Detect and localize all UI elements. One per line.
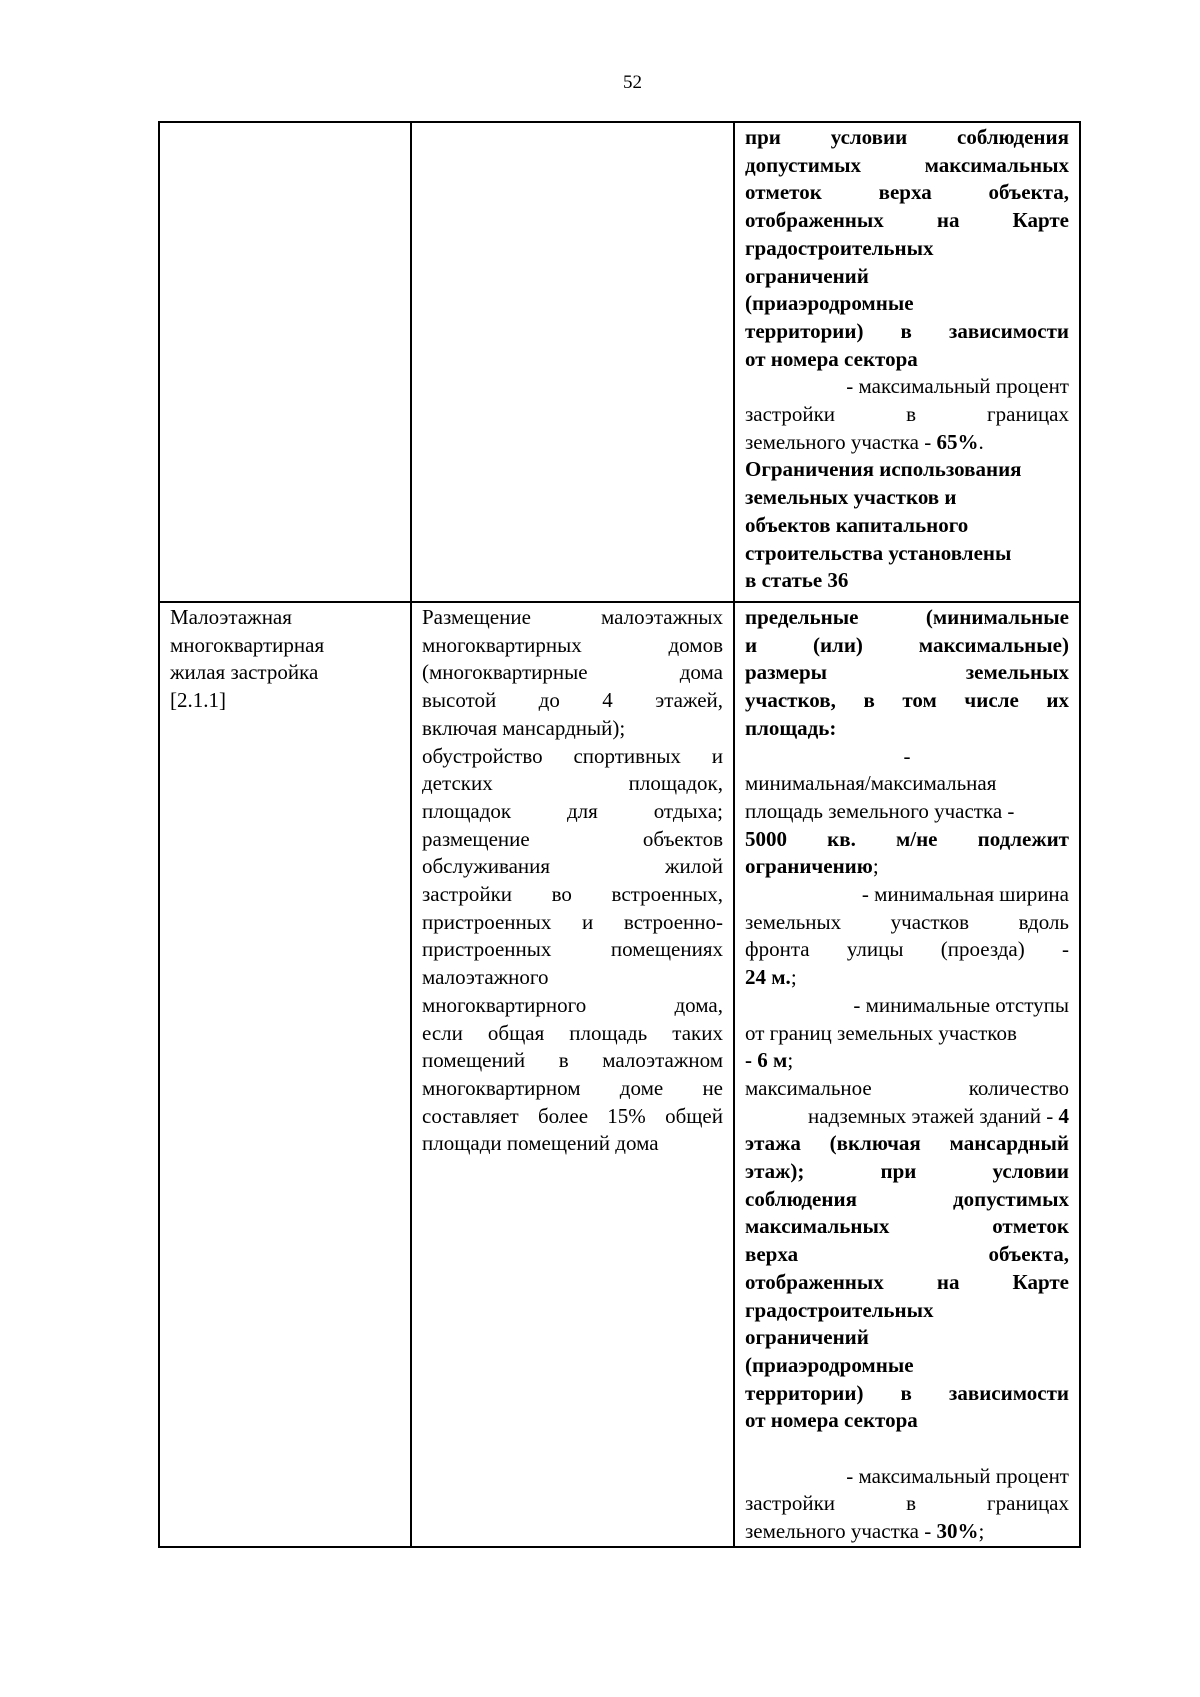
text-line: градостроительных <box>745 1297 934 1322</box>
text-line: пристроенных помещениях <box>422 937 723 962</box>
text-line: отображенных на Карте <box>745 1269 1069 1294</box>
text-fragment: ограничению <box>745 854 873 879</box>
text-line <box>745 1103 1069 1131</box>
text-line: отметок верха объекта, <box>745 180 1069 205</box>
text-line: территории) в зависимости <box>745 318 1069 343</box>
text-line: - максимальный процент <box>846 374 1069 399</box>
text-line: размеры земельных <box>745 660 1069 685</box>
table-row <box>159 122 1080 602</box>
page-number: 52 <box>623 72 642 93</box>
table-row <box>159 602 1080 1547</box>
text-line: ограничений <box>745 263 869 288</box>
coverage-value: 65% <box>936 429 979 454</box>
coverage-value: 30% <box>936 1519 979 1544</box>
text-line: застройки в границах <box>745 402 1069 427</box>
use-description-cell <box>411 602 734 1547</box>
text-line <box>745 853 1069 881</box>
text-line: верха объекта, <box>745 1242 1069 1267</box>
text-line: - максимальный процент <box>846 1463 1069 1488</box>
use-code: [2.1.1] <box>170 688 226 713</box>
text-line <box>745 964 1069 992</box>
text-line: малоэтажного <box>422 965 549 990</box>
text-line: Ограничения использования <box>745 457 1022 482</box>
text-line <box>745 429 1069 457</box>
text-fragment: 24 м. <box>745 965 791 990</box>
text-line: объектов капитального <box>745 512 969 537</box>
use-type-cell <box>159 602 411 1547</box>
text-line: детских площадок, <box>422 771 723 796</box>
text-line: обслуживания жилой <box>422 854 723 879</box>
text-line: многоквартирных домов <box>422 632 723 657</box>
text-fragment: . <box>978 429 984 454</box>
text-fragment: ; <box>787 1048 794 1073</box>
text-line: фронта улицы (проезда) - <box>745 937 1069 962</box>
text-line: составляет более 15% общей <box>422 1103 723 1128</box>
text-line: помещений в малоэтажном <box>422 1048 723 1073</box>
text-line: земельных участков вдоль <box>745 909 1069 934</box>
text-line: застройки во встроенных, <box>422 882 723 907</box>
text-line: многоквартирного дома, <box>422 992 723 1017</box>
text-line: от границ земельных участков <box>745 1020 1017 1045</box>
text-line: предельные (минимальные <box>745 605 1069 629</box>
text-line <box>745 1518 1069 1546</box>
text-line: (многоквартирные дома <box>422 660 723 685</box>
text-line: земельных участков и <box>745 485 957 510</box>
use-description-cell <box>411 122 734 602</box>
parameters-cell <box>734 122 1080 602</box>
text-line: этажа (включая мансардный <box>745 1131 1069 1156</box>
text-line: при условии соблюдения <box>745 125 1069 149</box>
text-line: высотой до 4 этажей, <box>422 688 723 713</box>
text-line: обустройство спортивных и <box>422 743 723 768</box>
text-line: градостроительных <box>745 235 934 260</box>
spacer <box>745 1435 1069 1463</box>
text-line: Размещение малоэтажных <box>422 605 723 629</box>
text-fragment: земельного участка - <box>745 429 937 454</box>
text-line: этаж); при условии <box>745 1159 1069 1184</box>
text-line: допустимых максимальных <box>745 152 1069 177</box>
text-line: отображенных на Карте <box>745 208 1069 233</box>
text-line: площадь земельного участка - <box>745 798 1015 823</box>
text-line: многоквартирная <box>170 632 325 657</box>
text-line: площадь: <box>745 715 837 740</box>
text-line: - минимальная ширина <box>861 882 1069 907</box>
text-line: (приаэродромные <box>745 291 914 316</box>
text-line: ограничений <box>745 1325 869 1350</box>
text-line: площадок для отдыха; <box>422 798 723 823</box>
text-line: в статье 36 <box>745 568 849 593</box>
text-fragment: ; <box>790 965 797 990</box>
text-line: Малоэтажная <box>170 605 292 629</box>
text-line: минимальная/максимальная <box>745 771 997 796</box>
text-line: пристроенных и встроенно- <box>422 909 723 934</box>
text-line: и (или) максимальные) <box>745 632 1069 657</box>
parameters-cell <box>734 602 1080 1547</box>
zoning-regulations-table <box>158 121 1081 1548</box>
text-line: (приаэродромные <box>745 1352 914 1377</box>
text-line: площади помещений дома <box>422 1131 659 1156</box>
text-line: - <box>903 743 911 768</box>
text-fragment: ; <box>978 1519 985 1544</box>
text-line: многоквартирном доме не <box>422 1075 723 1100</box>
text-line: от номера сектора <box>745 346 918 371</box>
text-line: застройки в границах <box>745 1491 1069 1516</box>
text-line: от номера сектора <box>745 1408 918 1433</box>
text-fragment: ; <box>872 854 879 879</box>
text-line <box>745 1047 1069 1075</box>
text-line: территории) в зависимости <box>745 1380 1069 1405</box>
text-line: строительства установлены <box>745 540 1012 565</box>
text-line: максимальное количество <box>745 1075 1069 1100</box>
text-line: если общая площадь таких <box>422 1020 723 1045</box>
text-line: жилая застройка <box>170 660 319 685</box>
floors-value: 4 <box>1058 1103 1069 1128</box>
text-fragment: земельного участка - <box>745 1519 937 1544</box>
text-line: максимальных отметок <box>745 1214 1069 1239</box>
text-line: размещение объектов <box>422 826 723 851</box>
use-type-cell <box>159 122 411 602</box>
text-fragment: - 6 м <box>745 1048 788 1073</box>
text-fragment: надземных этажей зданий - <box>808 1103 1059 1128</box>
text-line: соблюдения допустимых <box>745 1186 1069 1211</box>
text-line: 5000 кв. м/не подлежит <box>745 826 1069 851</box>
text-line: - минимальные отступы <box>853 992 1069 1017</box>
text-line: включая мансардный); <box>422 715 626 740</box>
text-line: участков, в том числе их <box>745 688 1069 713</box>
